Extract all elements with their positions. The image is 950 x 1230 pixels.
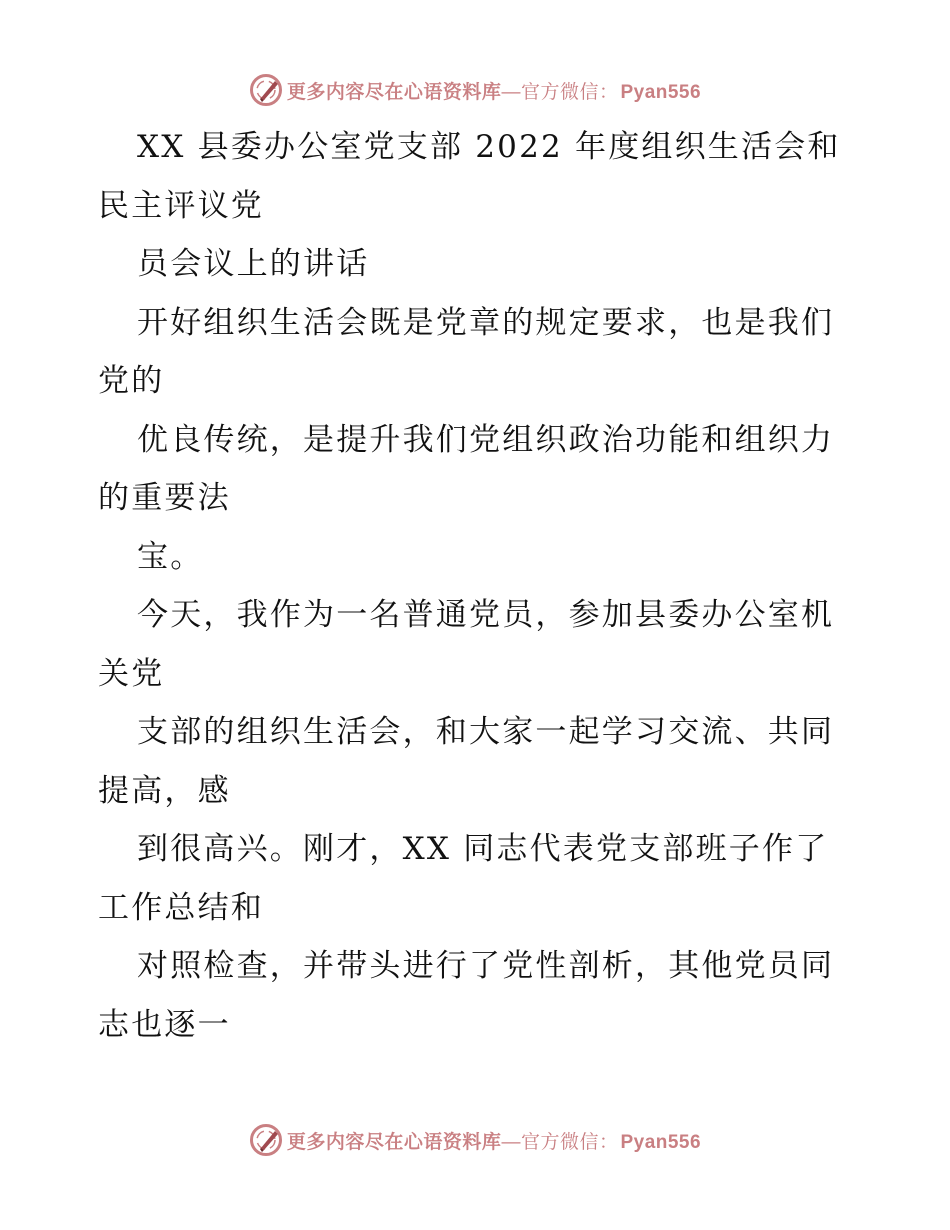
banner-wechat-id: Pyan556 (620, 1131, 702, 1153)
text-line: 支部的组织生活会，和大家一起学习交流、共同 (137, 714, 835, 750)
text-line: 开好组织生活会既是党章的规定要求，也是我们 (137, 304, 835, 341)
text-line: 宝。 (137, 538, 204, 575)
footer-banner (0, 1122, 950, 1158)
text-line: 员会议上的讲话 (137, 246, 370, 282)
banner-separator-text: —官方微信： (501, 81, 619, 103)
text-line: 关党 (98, 655, 165, 692)
text-line: 提高，感 (98, 772, 231, 809)
banner-main-text: 更多内容尽在心语资料库 (286, 81, 502, 103)
text-line: 对照检查，并带头进行了党性剖析，其他党员同 (137, 948, 835, 984)
banner-wechat-id: Pyan556 (620, 81, 702, 103)
text-line: XX 县委办公室党支部 2022 年度组织生活会和 (137, 129, 841, 165)
text-line: 优良传统，是提升我们党组织政治功能和组织力 (137, 421, 835, 458)
document-body (98, 118, 858, 1054)
text-line: 到很高兴。刚才，XX 同志代表党支部班子作了 (137, 831, 829, 867)
text-line: 工作总结和 (98, 889, 264, 926)
banner-main-text: 更多内容尽在心语资料库 (286, 1131, 502, 1153)
text-line: 党的 (98, 363, 165, 399)
pen-circle-logo-icon (249, 1123, 283, 1157)
header-banner (0, 72, 950, 108)
text-line: 今天，我作为一名普通党员，参加县委办公室机 (137, 597, 835, 633)
text-line: 民主评议党 (98, 187, 264, 224)
text-line: 志也逐一 (98, 1006, 231, 1043)
pen-circle-logo-icon (249, 73, 283, 107)
banner-separator-text: —官方微信： (501, 1131, 619, 1153)
text-line: 的重要法 (98, 480, 231, 516)
